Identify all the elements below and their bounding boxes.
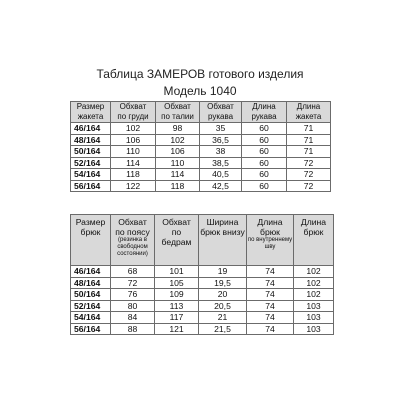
- table-row: [71, 123, 331, 135]
- size-cell: 52/164: [71, 157, 111, 169]
- value-cell: 74: [247, 277, 294, 289]
- value-cell: 38: [200, 146, 242, 158]
- column-header-line: бедрам: [161, 237, 192, 247]
- value-cell: 109: [155, 289, 199, 301]
- value-cell: 102: [294, 266, 334, 278]
- value-cell: 60: [242, 123, 287, 135]
- value-cell: 20: [199, 289, 247, 301]
- size-cell: 50/164: [71, 289, 111, 301]
- value-cell: 20,5: [199, 300, 247, 312]
- value-cell: 35: [200, 123, 242, 135]
- column-header-line: Длина брюк: [257, 217, 283, 237]
- value-cell: 71: [287, 134, 331, 146]
- column-header-line: по талии: [161, 112, 194, 121]
- value-cell: 110: [156, 157, 200, 169]
- column-header: [200, 102, 242, 123]
- value-cell: 42,5: [200, 180, 242, 192]
- jacket-header-row: [71, 102, 331, 123]
- column-header-line: жакета: [77, 112, 104, 121]
- table-row: [71, 157, 331, 169]
- table-row: [71, 300, 334, 312]
- column-header-line: Размер: [75, 217, 106, 227]
- table-row: [71, 169, 331, 181]
- column-header-line: Длина: [300, 217, 327, 227]
- value-cell: 105: [155, 277, 199, 289]
- value-cell: 74: [247, 323, 294, 335]
- value-cell: 74: [247, 300, 294, 312]
- table-row: [71, 312, 334, 324]
- value-cell: 21,5: [199, 323, 247, 335]
- size-cell: 48/164: [71, 277, 111, 289]
- value-cell: 72: [287, 180, 331, 192]
- size-cell: 56/164: [71, 180, 111, 192]
- column-header-line: Обхват: [118, 217, 147, 227]
- value-cell: 74: [247, 312, 294, 324]
- size-cell: 46/164: [71, 266, 111, 278]
- table-row: [71, 146, 331, 158]
- value-cell: 103: [294, 312, 334, 324]
- size-cell: 54/164: [71, 312, 111, 324]
- value-cell: 38,5: [200, 157, 242, 169]
- value-cell: 72: [111, 277, 155, 289]
- trousers-measurements-table: [70, 214, 334, 335]
- column-header-line: Обхват: [164, 102, 191, 111]
- value-cell: 102: [111, 123, 156, 135]
- jacket-measurements-table: [70, 101, 331, 192]
- value-cell: 118: [111, 169, 156, 181]
- column-header-line: брюк: [303, 227, 324, 237]
- value-cell: 21: [199, 312, 247, 324]
- value-cell: 60: [242, 157, 287, 169]
- value-cell: 106: [156, 146, 200, 158]
- column-header-line: брюк: [80, 227, 101, 237]
- column-header-line: Обхват: [162, 217, 191, 227]
- size-cell: 48/164: [71, 134, 111, 146]
- value-cell: 102: [156, 134, 200, 146]
- value-cell: 60: [242, 146, 287, 158]
- value-cell: 72: [287, 157, 331, 169]
- value-cell: 19: [199, 266, 247, 278]
- value-cell: 36,5: [200, 134, 242, 146]
- value-cell: 101: [155, 266, 199, 278]
- table-row: [71, 134, 331, 146]
- column-header: [242, 102, 287, 123]
- column-header-line: Длина: [296, 102, 321, 111]
- column-header-note: (резинка в свободном состоянии): [117, 237, 148, 257]
- value-cell: 19,5: [199, 277, 247, 289]
- value-cell: 74: [247, 289, 294, 301]
- value-cell: 74: [247, 266, 294, 278]
- value-cell: 60: [242, 134, 287, 146]
- column-header: [156, 102, 200, 123]
- value-cell: 122: [111, 180, 156, 192]
- value-cell: 60: [242, 180, 287, 192]
- table-row: [71, 323, 334, 335]
- column-header-line: по груди: [117, 112, 149, 121]
- column-header-line: Обхват: [119, 102, 147, 111]
- column-header: [199, 215, 247, 266]
- column-header-line: жакета: [295, 112, 322, 121]
- value-cell: 71: [287, 123, 331, 135]
- value-cell: 88: [111, 323, 155, 335]
- column-header-line: Обхват: [207, 102, 234, 111]
- value-cell: 103: [294, 323, 334, 335]
- value-cell: 102: [294, 277, 334, 289]
- column-header: [111, 102, 156, 123]
- column-header: [287, 102, 331, 123]
- value-cell: 98: [156, 123, 200, 135]
- size-cell: 54/164: [71, 169, 111, 181]
- size-cell: 50/164: [71, 146, 111, 158]
- value-cell: 103: [294, 300, 334, 312]
- value-cell: 118: [156, 180, 200, 192]
- value-cell: 114: [111, 157, 156, 169]
- model-title: Модель 1040: [163, 84, 237, 98]
- value-cell: 76: [111, 289, 155, 301]
- value-cell: 117: [155, 312, 199, 324]
- table-row: [71, 266, 334, 278]
- trousers-header-row: [71, 215, 334, 266]
- column-header-line: Размер: [76, 102, 105, 111]
- value-cell: 113: [155, 300, 199, 312]
- value-cell: 68: [111, 266, 155, 278]
- document-title: Таблица ЗАМЕРОВ готового изделия: [96, 67, 304, 81]
- value-cell: 110: [111, 146, 156, 158]
- column-header-note: по внутреннему шву: [247, 237, 293, 250]
- value-cell: 80: [111, 300, 155, 312]
- column-header-line: рукава: [207, 112, 234, 121]
- column-header: [111, 215, 155, 266]
- table-row: [71, 180, 331, 192]
- value-cell: 71: [287, 146, 331, 158]
- column-header: [247, 215, 294, 266]
- value-cell: 40,5: [200, 169, 242, 181]
- column-header: [71, 102, 111, 123]
- value-cell: 72: [287, 169, 331, 181]
- value-cell: 102: [294, 289, 334, 301]
- column-header-line: брюк внизу: [200, 227, 245, 237]
- column-header: [155, 215, 199, 266]
- value-cell: 106: [111, 134, 156, 146]
- column-header-line: по поясу: [115, 227, 150, 237]
- value-cell: 114: [156, 169, 200, 181]
- size-cell: 46/164: [71, 123, 111, 135]
- column-header: [294, 215, 334, 266]
- column-header-line: рукава: [251, 112, 277, 121]
- table-row: [71, 277, 334, 289]
- value-cell: 121: [155, 323, 199, 335]
- value-cell: 84: [111, 312, 155, 324]
- size-cell: 56/164: [71, 323, 111, 335]
- table-row: [71, 289, 334, 301]
- size-cell: 52/164: [71, 300, 111, 312]
- column-header-line: Ширина: [206, 217, 239, 227]
- column-header-line: Длина: [252, 102, 276, 111]
- value-cell: 60: [242, 169, 287, 181]
- column-header-line: по: [171, 227, 182, 237]
- column-header: [71, 215, 111, 266]
